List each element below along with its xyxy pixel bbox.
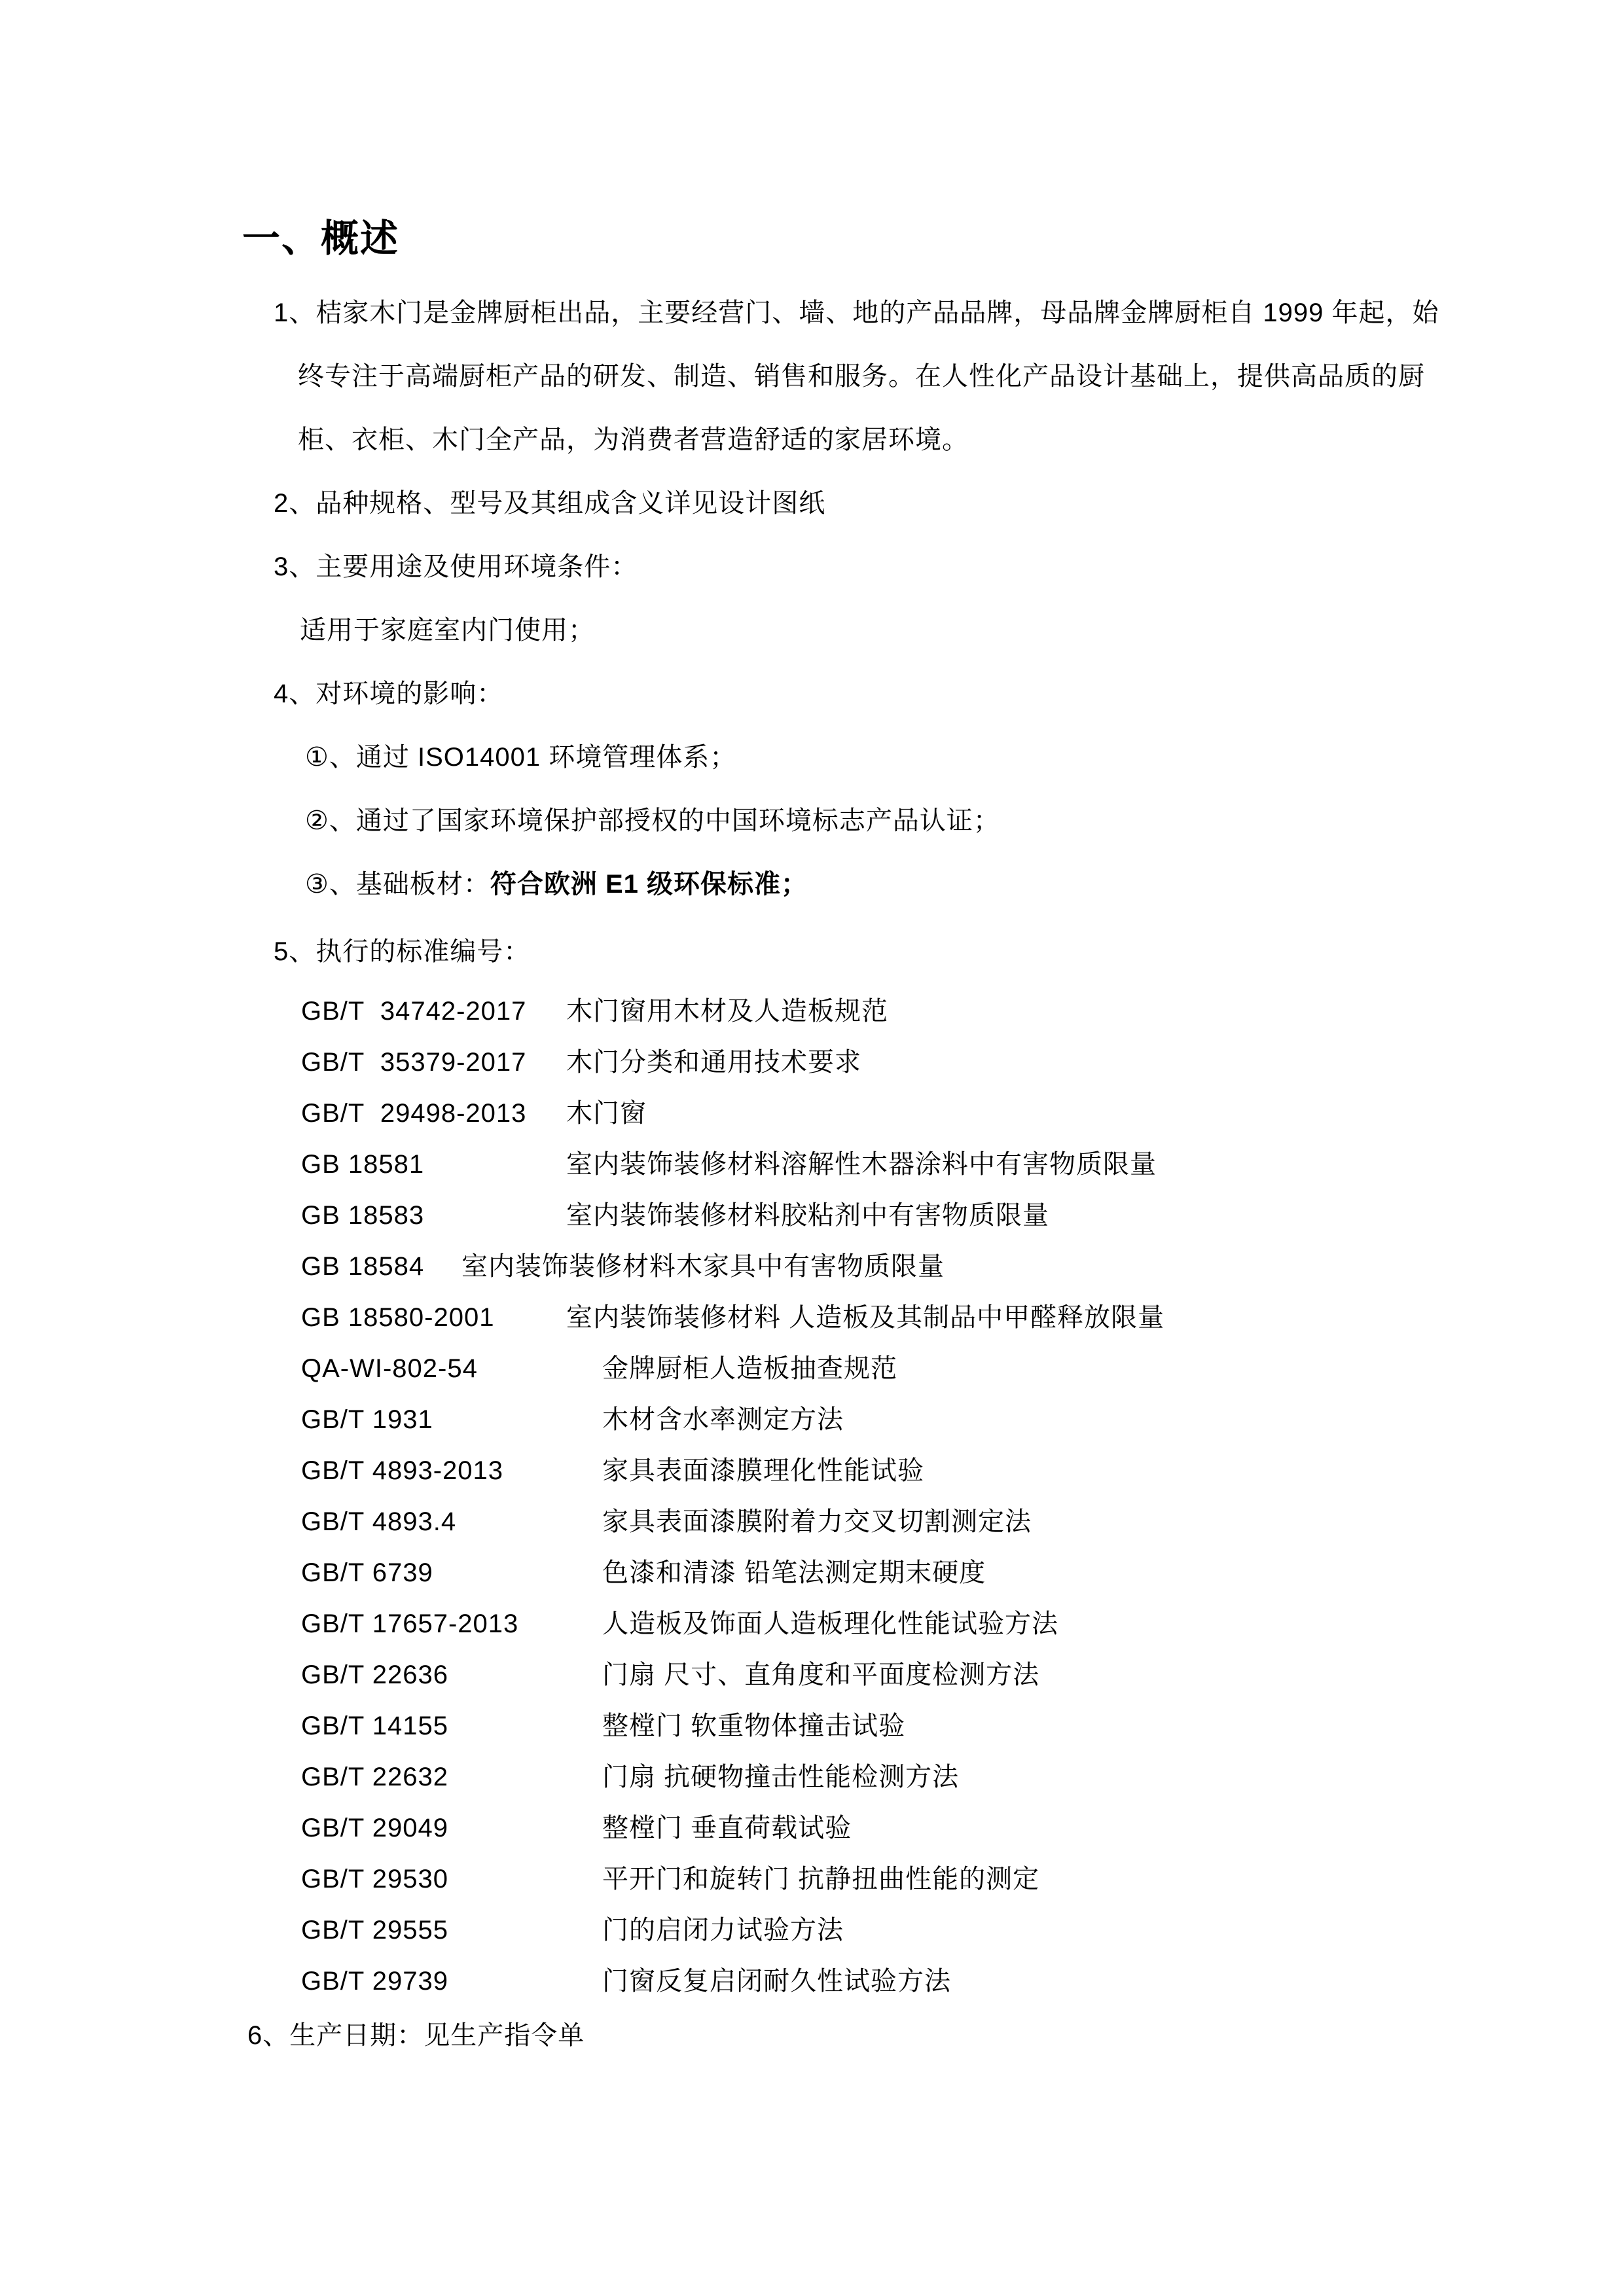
- item-3: 3、主要用途及使用环境条件：: [274, 552, 638, 581]
- standard-code: GB/T 1931: [301, 1405, 433, 1434]
- standard-code: GB/T 29555: [301, 1916, 448, 1945]
- standard-name: 门扇 尺寸、直角度和平面度检测方法: [602, 1660, 1040, 1689]
- standard-name: 平开门和旋转门 抗静扭曲性能的测定: [602, 1865, 1040, 1893]
- standard-row: [301, 1598, 1624, 1649]
- standard-name: 金牌厨柜人造板抽查规范: [602, 1354, 897, 1383]
- standard-row: [301, 1700, 1624, 1751]
- standard-name: 家具表面漆膜理化性能试验: [602, 1456, 924, 1485]
- standard-name: 室内装饰装修材料溶解性木器涂料中有害物质限量: [566, 1150, 1157, 1179]
- standard-code: GB 18583: [301, 1201, 425, 1230]
- item-2: 2、品种规格、型号及其组成含义详见设计图纸: [274, 489, 826, 518]
- standard-code: GB/T 4893.4: [301, 1507, 457, 1536]
- standard-name: 木门窗用木材及人造板规范: [566, 997, 888, 1026]
- item-4-sub-3-emphasis: 符合欧洲 E1 级环保标准；: [490, 870, 808, 899]
- item-4-sub-3: [242, 853, 1624, 916]
- standard-code: GB/T 4893-2013: [301, 1456, 504, 1485]
- intro-line-1: 1、桔家木门是金牌厨柜出品，主要经营门、墙、地的产品品牌，母品牌金牌厨柜自 1999 年起，始: [274, 298, 1439, 327]
- standard-row: [301, 1445, 1624, 1496]
- standard-name: 门的启闭力试验方法: [602, 1916, 844, 1945]
- standard-row: [301, 1751, 1624, 1803]
- item-5: 5、执行的标准编号：: [274, 937, 531, 966]
- standard-row: [301, 1139, 1624, 1190]
- standard-row: [301, 1088, 1624, 1139]
- standard-name: 人造板及饰面人造板理化性能试验方法: [602, 1609, 1058, 1638]
- standard-code: GB/T 6739: [301, 1558, 433, 1587]
- item-4-sub-1: ①、通过 ISO14001 环境管理体系；: [305, 743, 737, 772]
- standard-name: 木门窗: [566, 1099, 647, 1128]
- standard-row: [301, 1649, 1624, 1700]
- standard-row: [301, 1547, 1624, 1598]
- item-4-sub-2: ②、通过了国家环境保护部授权的中国环境标志产品认证；: [305, 806, 1000, 835]
- standard-code: GB 18580-2001: [301, 1303, 495, 1332]
- standard-code: GB/T 22632: [301, 1763, 448, 1791]
- standard-name: 室内装饰装修材料木家具中有害物质限量: [461, 1252, 945, 1281]
- item-4: 4、对环境的影响：: [274, 679, 504, 708]
- intro-line-2: 终专注于高端厨柜产品的研发、制造、销售和服务。在人性化产品设计基础上，提供高品质的厨: [298, 362, 1425, 391]
- standard-code: GB/T 29739: [301, 1967, 448, 1996]
- item-3-note: 适用于家庭室内门使用；: [300, 616, 595, 645]
- standard-name: 家具表面漆膜附着力交叉切割测定法: [602, 1507, 1032, 1536]
- standard-row: [301, 1343, 1624, 1394]
- intro-line-3: 柜、衣柜、木门全产品，为消费者营造舒适的家居环境。: [298, 425, 969, 454]
- standard-name: 室内装饰装修材料胶粘剂中有害物质限量: [566, 1201, 1049, 1230]
- standard-name: 室内装饰装修材料 人造板及其制品中甲醛释放限量: [566, 1303, 1165, 1332]
- standard-code: GB/T 29498-2013: [301, 1099, 527, 1128]
- standard-row: [301, 1905, 1624, 1956]
- standard-name: 色漆和清漆 铅笔法测定期末硬度: [602, 1558, 986, 1587]
- standard-row: [301, 1190, 1624, 1241]
- standard-row: [301, 1803, 1624, 1854]
- standard-code: GB/T 35379-2017: [301, 1048, 527, 1077]
- standard-name: 木材含水率测定方法: [602, 1405, 844, 1434]
- standard-row: [301, 1854, 1624, 1905]
- standard-row: [301, 1394, 1624, 1445]
- standard-row: [301, 1241, 1624, 1292]
- standard-code: GB/T 29530: [301, 1865, 448, 1893]
- standard-name: 门窗反复启闭耐久性试验方法: [602, 1967, 951, 1996]
- standard-name: 整樘门 垂直荷载试验: [602, 1814, 852, 1842]
- standard-code: GB 18584: [301, 1252, 425, 1281]
- standard-code: GB 18581: [301, 1150, 425, 1179]
- standard-row: [301, 1292, 1624, 1343]
- standard-code: GB/T 34742-2017: [301, 997, 527, 1026]
- section-heading: 一、概述: [242, 217, 400, 260]
- standard-code: GB/T 29049: [301, 1814, 448, 1842]
- standard-row: [301, 1496, 1624, 1547]
- standard-name: 木门分类和通用技术要求: [566, 1048, 861, 1077]
- item-6: 6、生产日期：见生产指令单: [247, 2021, 585, 2050]
- standard-row: [301, 1956, 1624, 2007]
- item-4-sub-3-label: ③、基础板材：: [305, 870, 490, 899]
- standards-list: [242, 986, 1624, 2007]
- standard-name: 整樘门 软重物体撞击试验: [602, 1712, 906, 1740]
- standard-name: 门扇 抗硬物撞击性能检测方法: [602, 1763, 960, 1791]
- standard-row: [301, 1037, 1624, 1088]
- standard-code: GB/T 22636: [301, 1660, 448, 1689]
- standard-row: [301, 986, 1624, 1037]
- standard-code: GB/T 14155: [301, 1712, 448, 1740]
- standard-code: GB/T 17657-2013: [301, 1609, 519, 1638]
- standard-code: QA-WI-802-54: [301, 1354, 478, 1383]
